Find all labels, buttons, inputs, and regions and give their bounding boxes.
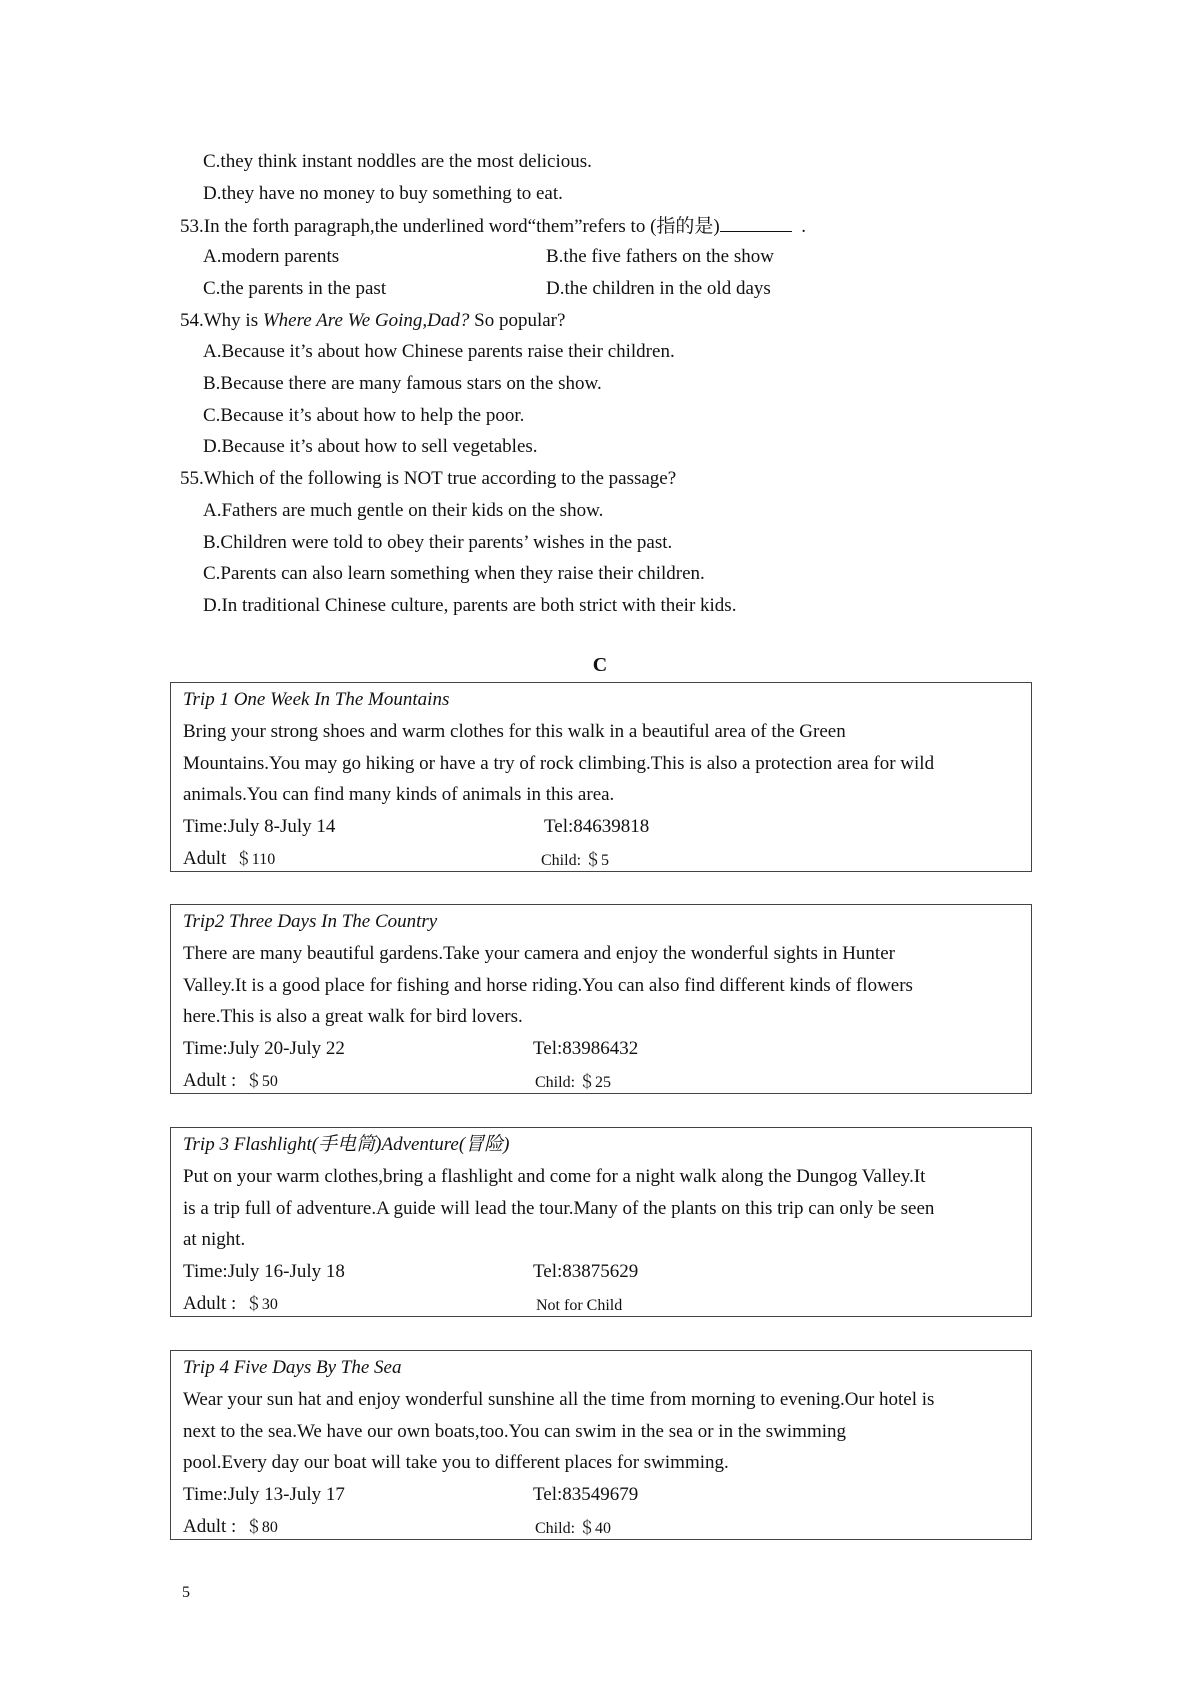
q54-option-c: C.Because it’s about how to help the poor.: [203, 405, 525, 426]
q54-show-title: Where Are We Going,Dad?: [262, 310, 470, 331]
q55-stem: 55.Which of the following is NOT true according to the passage?: [180, 468, 677, 489]
trip-card-3: [170, 1127, 1032, 1317]
q54-stem: [180, 309, 565, 333]
trip-title: Trip2 Three Days In The Country: [183, 911, 438, 932]
q54-option-a: A.Because it’s about how Chinese parents raise their children.: [203, 341, 675, 362]
trip-adult-price: [183, 1292, 278, 1317]
q54-option-b: B.Because there are many famous stars on the show.: [203, 373, 602, 394]
trip-description-line: here.This is also a great walk for bird lovers.: [183, 1006, 523, 1027]
trip-card-2: [170, 904, 1032, 1094]
q55-option-b: B.Children were told to obey their parents’ wishes in the past.: [203, 532, 673, 553]
q53-option-a: A.modern parents: [203, 246, 340, 267]
trip-adult-price: [183, 1069, 278, 1094]
trip-description-line: animals.You can find many kinds of animals in this area.: [183, 784, 615, 805]
q54-option-d: D.Because it’s about how to sell vegetables.: [203, 436, 538, 457]
q55-option-a: A.Fathers are much gentle on their kids on the show.: [203, 500, 604, 521]
trip-description-line: at night.: [183, 1229, 246, 1250]
adult-price: ＄80: [245, 1519, 278, 1536]
trip-title: Trip 1 One Week In The Mountains: [183, 689, 450, 710]
q53-option-b: B.the five fathers on the show: [546, 246, 774, 267]
section-heading: C: [592, 654, 608, 676]
trip-title: Trip 3 Flashlight(手电筒)Adventure(冒险): [183, 1134, 510, 1155]
trip-tel: Tel:84639818: [544, 816, 650, 837]
q54-stem-post: So popular?: [469, 310, 566, 331]
trip-description-line: Bring your strong shoes and warm clothes for this walk in a beautiful area of the Green: [183, 721, 846, 742]
trip-description-line: Valley.It is a good place for fishing and horse riding.You can also find different kinds of flowers: [183, 975, 913, 996]
trip-adult-price: [183, 1515, 278, 1540]
trip-child-price: Child: ＄40: [535, 1520, 612, 1537]
trip-tel: Tel:83986432: [533, 1038, 639, 1059]
q53-stem-text: 53.In the forth paragraph,the underlined word“them”refers to (指的是): [180, 216, 720, 237]
trip-child-price: Not for Child: [536, 1297, 623, 1314]
trip-description-line: Mountains.You may go hiking or have a try of rock climbing.This is also a protection area for wild: [183, 753, 935, 774]
trip-tel: Tel:83549679: [533, 1484, 639, 1505]
trip-time: Time:July 16-July 18: [183, 1261, 345, 1282]
trip-time: Time:July 20-July 22: [183, 1038, 345, 1059]
adult-label: Adult :: [183, 1070, 237, 1091]
trip-description-line: pool.Every day our boat will take you to different places for swimming.: [183, 1452, 729, 1473]
q55-option-c: C.Parents can also learn something when they raise their children.: [203, 563, 705, 584]
adult-price: ＄110: [235, 851, 276, 868]
adult-price: ＄50: [245, 1073, 278, 1090]
q53-option-d: D.the children in the old days: [546, 278, 771, 299]
trip-child-price: Child: ＄5: [541, 852, 610, 869]
trip-time: Time:July 8-July 14: [183, 816, 336, 837]
adult-price: ＄30: [245, 1296, 278, 1313]
trip-adult-price: [183, 847, 275, 872]
q52-option-d: D.they have no money to buy something to eat.: [203, 183, 563, 204]
trip-time: Time:July 13-July 17: [183, 1484, 345, 1505]
q54-stem-pre: 54.Why is: [180, 310, 263, 331]
trip-description-line: is a trip full of adventure.A guide will lead the tour.Many of the plants on this trip can only be seen: [183, 1198, 935, 1219]
trip-tel: Tel:83875629: [533, 1261, 639, 1282]
q53-stem-end: .: [801, 216, 806, 237]
trip-description-line: Put on your warm clothes,bring a flashlight and come for a night walk along the Dungog Valley.It: [183, 1166, 926, 1187]
trip-child-price: Child: ＄25: [535, 1074, 612, 1091]
trip-description-line: next to the sea.We have our own boats,too.You can swim in the sea or in the swimming: [183, 1421, 847, 1442]
trip-description-line: There are many beautiful gardens.Take your camera and enjoy the wonderful sights in Hunter: [183, 943, 895, 964]
q52-option-c: C.they think instant noddles are the most delicious.: [203, 151, 592, 172]
answer-blank: [720, 213, 792, 232]
q55-option-d: D.In traditional Chinese culture, parents are both strict with their kids.: [203, 595, 737, 616]
adult-label: Adult :: [183, 1516, 237, 1537]
trip-card-1: [170, 682, 1032, 872]
page-number: 5: [182, 1584, 190, 1601]
q53-stem: [180, 213, 806, 239]
trip-card-4: [170, 1350, 1032, 1540]
q53-option-c: C.the parents in the past: [203, 278, 387, 299]
adult-label: Adult: [183, 848, 227, 869]
trip-description-line: Wear your sun hat and enjoy wonderful sunshine all the time from morning to evening.Our hotel is: [183, 1389, 935, 1410]
adult-label: Adult :: [183, 1293, 237, 1314]
trip-title: Trip 4 Five Days By The Sea: [183, 1357, 402, 1378]
